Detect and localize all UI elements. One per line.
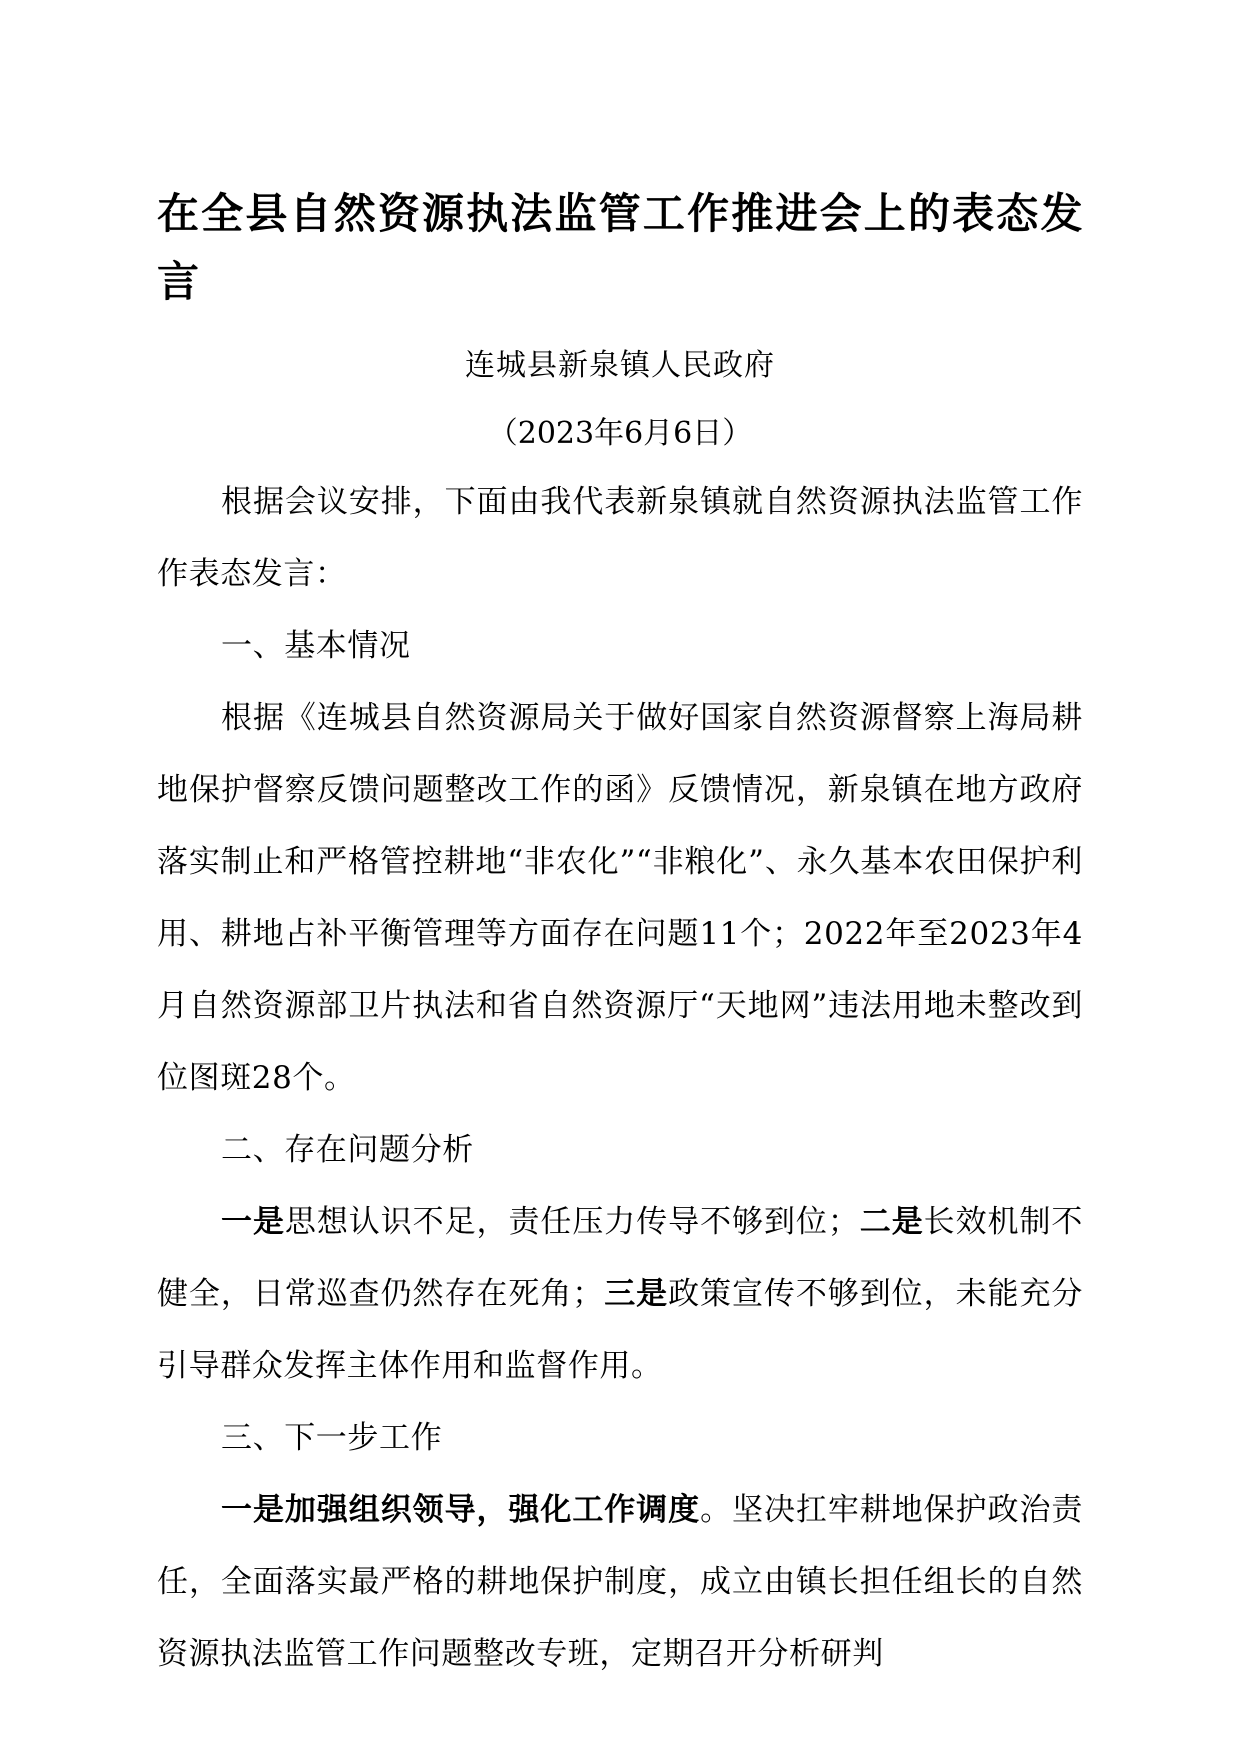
document-date: （2023年6月6日） xyxy=(487,416,753,451)
section-heading-next-steps: 三、下一步工作 xyxy=(221,1420,443,1456)
basic-situation-paragraph: 根据《连城县自然资源局关于做好国家自然资源督察上海局耕地保护督察反馈问题整改工作的函》反馈情况，新泉镇在地方政府落实制止和严格管控耕地“非农化”“非粮化”、永久基本农田保护利用、耕地占补平衡管理等方面存在问题11个；2022年至2023年4月自然资源部卫片执法和省自然资源厅“天地网”违法用地未整改到位图斑28个。 xyxy=(157,700,1083,1096)
next-steps-paragraph xyxy=(157,1474,1083,1690)
intro-paragraph: 根据会议安排，下面由我代表新泉镇就自然资源执法监管工作作表态发言： xyxy=(157,484,1083,592)
problem-lead-1: 一是 xyxy=(221,1204,285,1240)
problem-text-3: 政策宣传不够到位，未能充分引导群众发挥主体作用和监督作用。 xyxy=(157,1276,1083,1384)
problem-lead-2: 二是 xyxy=(859,1204,924,1240)
problem-text-2: 长效机制不健全，日常巡查仍然存在死角； xyxy=(157,1204,1084,1312)
next-step-lead-1: 一是加强组织领导，强化工作调度 xyxy=(221,1492,701,1528)
problem-text-1: 思想认识不足，责任压力传导不够到位； xyxy=(284,1204,860,1240)
problem-analysis-paragraph xyxy=(157,1186,1083,1402)
next-step-text-1: 。坚决扛牢耕地保护政治责任，全面落实最严格的耕地保护制度，成立由镇长担任组长的自然资源执法监管工作问题整改专班，定期召开分析研判 xyxy=(157,1492,1083,1672)
section-heading-problem-analysis: 二、存在问题分析 xyxy=(221,1132,474,1168)
section-heading-basic-situation: 一、基本情况 xyxy=(221,628,411,664)
document-title: 在全县自然资源执法监管工作推进会上的表态发言 xyxy=(157,189,1083,306)
issuing-organization: 连城县新泉镇人民政府 xyxy=(465,348,775,383)
problem-lead-3: 三是 xyxy=(603,1276,669,1312)
document-body xyxy=(157,180,1083,1690)
